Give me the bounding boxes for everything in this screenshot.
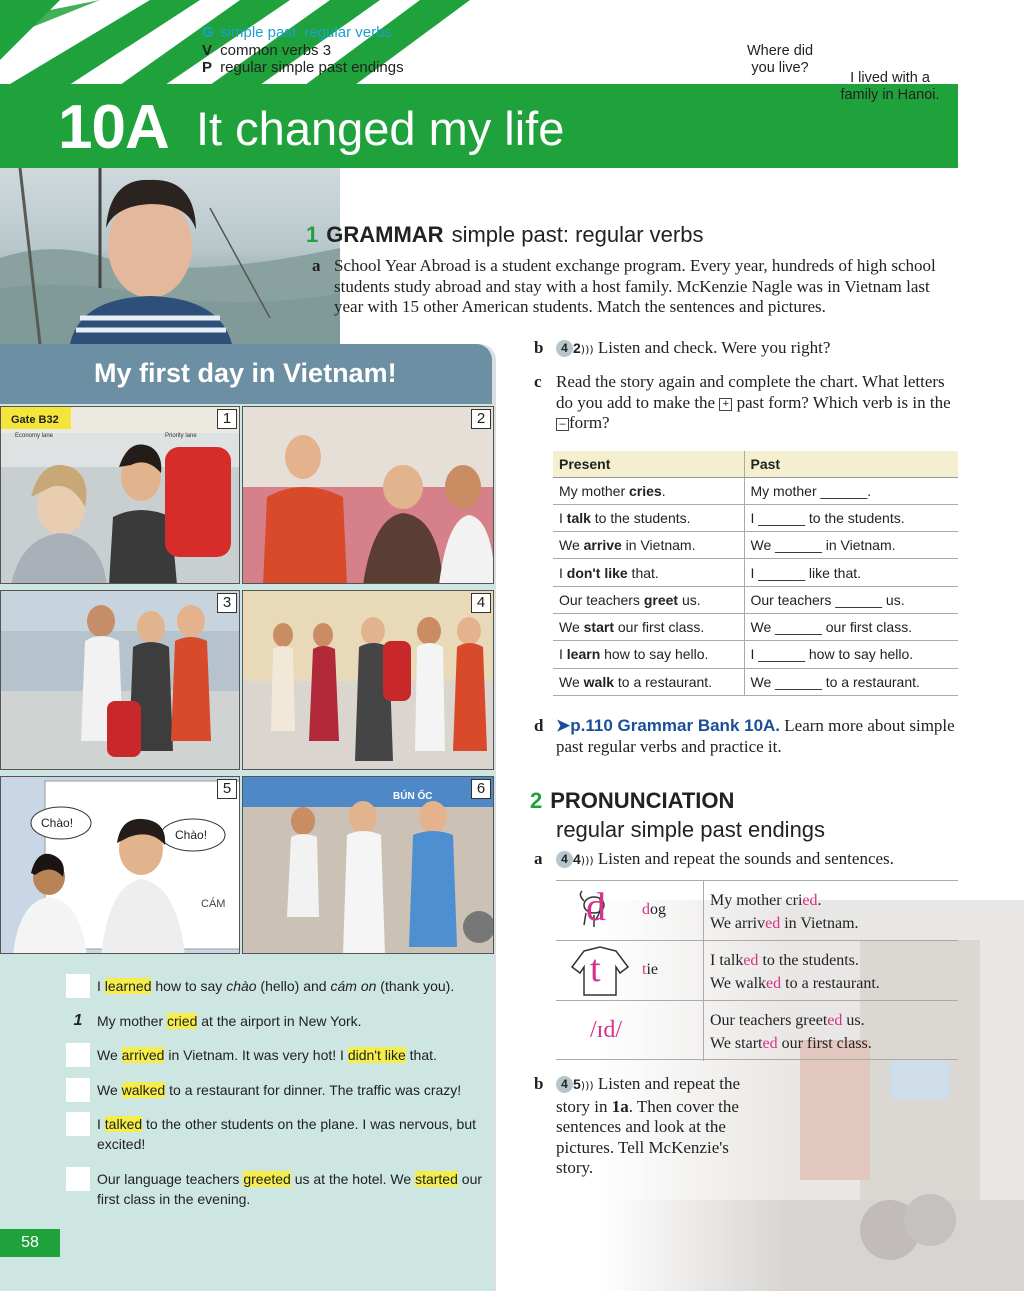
focus-grammar: G simple past: regular verbs bbox=[202, 24, 392, 41]
exercise-1d bbox=[534, 716, 956, 757]
past-cell-blank[interactable]: I ______ like that. bbox=[744, 559, 958, 586]
story-header bbox=[0, 344, 492, 404]
exercise-text: past form? Which verb is in the bbox=[736, 392, 951, 412]
exercise-2a bbox=[534, 849, 956, 872]
present-cell: My mother cries. bbox=[553, 477, 744, 504]
lane-sign: Economy lane bbox=[15, 433, 54, 439]
section-2-subtitle bbox=[556, 817, 825, 843]
picture-panel-4 bbox=[242, 590, 494, 770]
exercise-letter: d bbox=[534, 716, 544, 735]
exercise-text: . Then cover the sentences and look at the pictures. Tell McKenzie's story. bbox=[556, 1096, 739, 1177]
chart-row bbox=[553, 532, 958, 559]
exercise-letter: c bbox=[534, 372, 542, 391]
answer-box[interactable]: 1 bbox=[73, 1012, 83, 1029]
chart-row bbox=[553, 668, 958, 695]
exercise-letter: a bbox=[312, 256, 321, 275]
exercise-2b bbox=[534, 1074, 740, 1179]
focus-vocabulary: V common verbs 3 bbox=[202, 41, 332, 59]
street-walk-illustration bbox=[243, 777, 494, 954]
past-cell-blank[interactable]: We ______ to a restaurant. bbox=[744, 668, 958, 695]
panel-number: 2 bbox=[471, 409, 491, 429]
chart-header-present: Present bbox=[553, 451, 744, 477]
chart-header-past: Past bbox=[744, 451, 958, 477]
sound-symbol: t bbox=[590, 948, 601, 990]
present-cell: Our teachers greet us. bbox=[553, 586, 744, 613]
exercise-text: Read the story again and complete the chart. What letters do you add to make the bbox=[556, 372, 945, 412]
sound-cell bbox=[556, 881, 704, 941]
exercise-letter: b bbox=[534, 338, 544, 357]
exercise-letter: a bbox=[534, 849, 543, 868]
exercise-1b bbox=[534, 338, 956, 361]
airplane-students-illustration bbox=[243, 407, 494, 584]
sound-row-id bbox=[556, 1000, 958, 1060]
picture-panel-5 bbox=[0, 776, 240, 954]
sound-examples: Our teachers greeted us. We started our first class. bbox=[710, 1012, 872, 1052]
sentence-text: Our language teachers greeted us at the hotel. We started our first class in the evening. bbox=[97, 1171, 483, 1207]
sound-symbol: d bbox=[586, 884, 606, 929]
exercise-text: Listen and repeat the story in bbox=[556, 1074, 740, 1116]
board-word: CÁM bbox=[201, 898, 226, 910]
chart-row bbox=[553, 586, 958, 613]
answer-box[interactable] bbox=[66, 1112, 90, 1136]
panel-number: 1 bbox=[217, 409, 237, 429]
audio-icon[interactable]: 4 bbox=[556, 1076, 573, 1093]
hotel-greeting-illustration bbox=[243, 591, 494, 770]
chart-row bbox=[553, 641, 958, 668]
plus-box-icon: + bbox=[719, 398, 732, 411]
exercise-text: Listen and repeat the sounds and sentences. bbox=[597, 849, 894, 868]
audio-track: 4 bbox=[573, 851, 581, 867]
section-number: 2 bbox=[530, 788, 543, 813]
lesson-code: 10A bbox=[58, 93, 169, 162]
key-word: tie bbox=[642, 961, 658, 978]
exercise-text: form? bbox=[569, 413, 610, 432]
verb-chart bbox=[553, 451, 958, 696]
sentence-text: My mother cried at the airport in New York. bbox=[97, 1013, 362, 1029]
story-title: My first day in Vietnam! bbox=[94, 358, 397, 388]
audio-icon[interactable]: 4 bbox=[556, 851, 573, 868]
chart-row bbox=[553, 477, 958, 504]
photo-illustration bbox=[0, 168, 340, 344]
sound-symbol: /ɪd/ bbox=[590, 1017, 623, 1043]
section-subtitle: regular simple past endings bbox=[556, 817, 826, 842]
audio-track: 5 bbox=[573, 1076, 581, 1092]
section-2-heading bbox=[530, 788, 742, 814]
chart-row bbox=[553, 559, 958, 586]
student-photo bbox=[0, 168, 340, 344]
arrow-right-icon: ➤ bbox=[556, 716, 571, 735]
picture-panel-6 bbox=[242, 776, 494, 954]
sound-waves-icon: ))) bbox=[580, 854, 594, 867]
answer-box[interactable] bbox=[66, 1043, 90, 1067]
story-panel bbox=[0, 344, 496, 1291]
sound-cell bbox=[556, 1001, 704, 1061]
speech-text-1: Chào! bbox=[41, 816, 74, 830]
chart-row bbox=[553, 613, 958, 640]
picture-panel-1 bbox=[0, 406, 240, 584]
audio-icon[interactable]: 4 bbox=[556, 340, 573, 357]
section-1-heading bbox=[306, 222, 703, 248]
sound-row-t bbox=[556, 940, 958, 1000]
classroom-illustration bbox=[1, 777, 240, 954]
tie-shirt-icon bbox=[566, 941, 636, 1001]
past-cell-blank[interactable]: I ______ to the students. bbox=[744, 504, 958, 531]
gate-sign: Gate B32 bbox=[11, 414, 59, 426]
speech-bubble-question: Where did you live? bbox=[726, 26, 834, 88]
answer-box[interactable] bbox=[66, 974, 90, 998]
sound-cell bbox=[556, 941, 704, 1001]
focus-pronunciation: P regular simple past endings bbox=[202, 59, 404, 76]
present-cell: I don't like that. bbox=[553, 559, 744, 586]
grammar-bank-link[interactable]: ➤p.110 Grammar Bank 10A. bbox=[556, 716, 781, 735]
exercise-letter: b bbox=[534, 1074, 544, 1093]
chart-row bbox=[553, 504, 958, 531]
shop-sign: BÚN ỐC bbox=[393, 791, 433, 802]
exercise-text: Learn more about simple past regular verbs and practice it. bbox=[556, 716, 955, 756]
panel-number: 3 bbox=[217, 593, 237, 613]
exercise-text: School Year Abroad is a student exchange program. Every year, hundreds of high school students study abroad and stay with a host family. McKenzie Nagle was in Vietnam last year with 15 other American students. Match the sentences and pictures. bbox=[334, 256, 936, 316]
present-cell: I talk to the students. bbox=[553, 504, 744, 531]
past-cell-blank[interactable]: Our teachers ______ us. bbox=[744, 586, 958, 613]
sentence-text: I learned how to say chào (hello) and cám on (thank you). bbox=[97, 978, 455, 994]
exercise-text: Listen and check. Were you right? bbox=[597, 338, 831, 357]
past-cell-blank[interactable]: I ______ how to say hello. bbox=[744, 641, 958, 668]
sound-waves-icon: ))) bbox=[580, 1079, 594, 1092]
panel-number: 6 bbox=[471, 779, 491, 799]
lesson-focus-list bbox=[202, 24, 404, 77]
sound-examples: My mother cried. We arrived in Vietnam. bbox=[710, 892, 859, 932]
lesson-title: It changed my life bbox=[196, 102, 565, 155]
audio-track: 2 bbox=[573, 340, 581, 356]
answer-box[interactable] bbox=[66, 1078, 90, 1102]
panel-number: 5 bbox=[217, 779, 237, 799]
present-cell: We arrive in Vietnam. bbox=[553, 532, 744, 559]
answer-box[interactable] bbox=[66, 1167, 90, 1191]
speech-text-2: Chào! bbox=[175, 828, 208, 842]
exercise-ref: 1a bbox=[611, 1096, 629, 1116]
present-cell: We start our first class. bbox=[553, 613, 744, 640]
section-subtitle: simple past: regular verbs bbox=[451, 222, 704, 247]
key-word: dog bbox=[642, 901, 666, 918]
sentence-text: I talked to the other students on the plane. I was nervous, but excited! bbox=[97, 1116, 477, 1152]
picture-panel-3 bbox=[0, 590, 240, 770]
airport-goodbye-illustration bbox=[1, 407, 240, 584]
page-number: 58 bbox=[0, 1229, 60, 1257]
sound-waves-icon: ))) bbox=[580, 343, 594, 356]
panel-number: 4 bbox=[471, 593, 491, 613]
exercise-1c bbox=[534, 372, 956, 434]
priority-sign: Priority lane bbox=[165, 433, 197, 439]
present-cell: I learn how to say hello. bbox=[553, 641, 744, 668]
section-number: 1 bbox=[306, 222, 319, 247]
past-cell-blank[interactable]: We ______ our first class. bbox=[744, 613, 958, 640]
arrival-illustration bbox=[1, 591, 240, 770]
section-keyword: PRONUNCIATION bbox=[550, 788, 735, 813]
past-cell-blank[interactable]: We ______ in Vietnam. bbox=[744, 532, 958, 559]
sound-examples: I talked to the students. We walked to a restaurant. bbox=[710, 952, 880, 992]
sentence-text: We arrived in Vietnam. It was very hot! I didn't like that. bbox=[97, 1047, 437, 1063]
picture-panel-2 bbox=[242, 406, 494, 584]
past-cell-blank[interactable]: My mother ______. bbox=[744, 477, 958, 504]
chart-header-row bbox=[553, 451, 958, 477]
minus-box-icon: – bbox=[556, 418, 569, 431]
section-keyword: GRAMMAR bbox=[326, 222, 444, 247]
present-cell: We walk to a restaurant. bbox=[553, 668, 744, 695]
speech-bubble-answer: I lived with a family in Hanoi. bbox=[826, 56, 954, 148]
dog-sound-icon bbox=[572, 881, 642, 941]
sentence-text: We walked to a restaurant for dinner. The traffic was crazy! bbox=[97, 1082, 462, 1098]
exercise-1a bbox=[312, 256, 950, 318]
sound-row-d bbox=[556, 880, 958, 940]
